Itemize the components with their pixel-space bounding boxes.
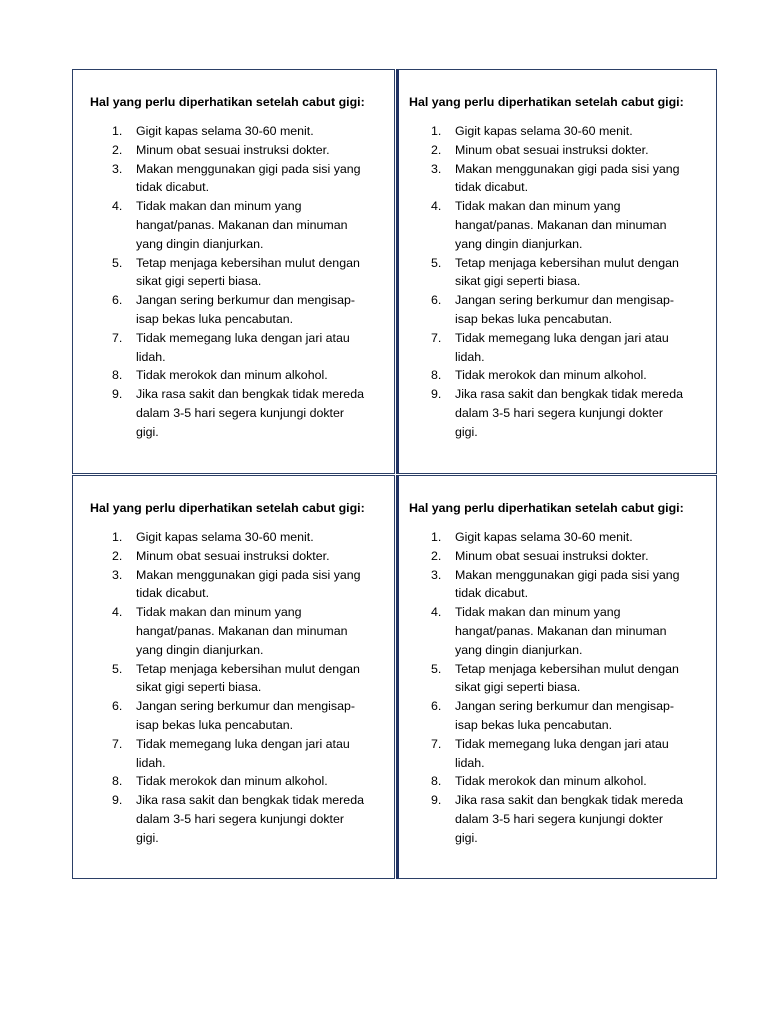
instruction-list: [409, 122, 689, 442]
list-item: [90, 385, 370, 441]
list-item: [409, 122, 689, 141]
list-text: Jika rasa sakit dan bengkak tidak mereda dalam 3-5 hari segera kunjungi dokter gigi.: [136, 387, 364, 439]
card-title: Hal yang perlu diperhatikan setelah cabut gigi:: [90, 95, 365, 109]
list-number: 4.: [431, 199, 442, 214]
list-text: Makan menggunakan gigi pada sisi yang tidak dicabut.: [136, 567, 361, 601]
list-text: Minum obat sesuai instruksi dokter.: [455, 142, 649, 157]
list-number: 8.: [112, 368, 123, 383]
instruction-list: [409, 528, 689, 848]
list-text: Tidak merokok dan minum alkohol.: [455, 774, 647, 789]
list-item: [409, 197, 689, 253]
list-number: 8.: [431, 774, 442, 789]
list-number: 6.: [112, 293, 123, 308]
list-number: 8.: [112, 774, 123, 789]
list-item: [90, 197, 370, 253]
list-text: Tetap menjaga kebersihan mulut dengan sikat gigi seperti biasa.: [136, 661, 360, 695]
list-number: 2.: [112, 548, 123, 563]
card-title: Hal yang perlu diperhatikan setelah cabut gigi:: [409, 95, 684, 109]
list-item: [409, 791, 689, 847]
list-text: Tetap menjaga kebersihan mulut dengan sikat gigi seperti biasa.: [136, 255, 360, 289]
list-number: 5.: [431, 255, 442, 270]
list-text: Tetap menjaga kebersihan mulut dengan sikat gigi seperti biasa.: [455, 255, 679, 289]
list-text: Tidak merokok dan minum alkohol.: [455, 368, 647, 383]
list-number: 4.: [112, 199, 123, 214]
list-text: Minum obat sesuai instruksi dokter.: [136, 548, 330, 563]
list-number: 6.: [431, 699, 442, 714]
list-text: Gigit kapas selama 30-60 menit.: [136, 530, 314, 544]
list-text: Tetap menjaga kebersihan mulut dengan sikat gigi seperti biasa.: [455, 661, 679, 695]
list-text: Tidak makan dan minum yang hangat/panas. Makanan dan minuman yang dingin dianjurkan.: [455, 199, 667, 251]
card-title: Hal yang perlu diperhatikan setelah cabut gigi:: [409, 501, 684, 515]
list-item: [90, 547, 370, 566]
list-number: 2.: [431, 142, 442, 157]
list-number: 1.: [431, 124, 442, 138]
instruction-list: [90, 528, 370, 848]
list-item: [409, 735, 689, 773]
list-text: Tidak memegang luka dengan jari atau lidah.: [455, 736, 669, 770]
instruction-card-bottom-right: [396, 475, 717, 879]
list-item: [409, 547, 689, 566]
list-text: Tidak makan dan minum yang hangat/panas. Makanan dan minuman yang dingin dianjurkan.: [455, 605, 667, 657]
list-number: 4.: [431, 605, 442, 620]
list-text: Minum obat sesuai instruksi dokter.: [136, 142, 330, 157]
list-number: 3.: [112, 567, 123, 582]
list-text: Jika rasa sakit dan bengkak tidak mereda dalam 3-5 hari segera kunjungi dokter gigi.: [455, 793, 683, 845]
list-item: [90, 366, 370, 385]
list-number: 7.: [112, 330, 123, 345]
list-item: [90, 122, 370, 141]
list-text: Jangan sering berkumur dan mengisap-isap bekas luka pencabutan.: [455, 699, 675, 732]
list-number: 1.: [431, 530, 442, 544]
list-number: 5.: [431, 661, 442, 676]
list-number: 7.: [112, 736, 123, 751]
list-number: 6.: [431, 293, 442, 308]
list-text: Gigit kapas selama 30-60 menit.: [136, 124, 314, 138]
list-item: [90, 141, 370, 160]
list-item: [409, 160, 689, 198]
list-text: Makan menggunakan gigi pada sisi yang tidak dicabut.: [455, 161, 680, 195]
list-item: [90, 772, 370, 791]
list-item: [409, 528, 689, 547]
instruction-card-top-right: [396, 69, 717, 474]
list-item: [90, 160, 370, 198]
card-title: Hal yang perlu diperhatikan setelah cabut gigi:: [90, 501, 365, 515]
instruction-list: [90, 122, 370, 442]
list-number: 3.: [112, 161, 123, 176]
list-number: 1.: [112, 530, 123, 544]
list-text: Gigit kapas selama 30-60 menit.: [455, 530, 633, 544]
list-number: 7.: [431, 736, 442, 751]
list-item: [90, 329, 370, 367]
list-text: Jika rasa sakit dan bengkak tidak mereda dalam 3-5 hari segera kunjungi dokter gigi.: [455, 387, 683, 439]
list-item: [90, 697, 370, 735]
list-number: 9.: [431, 387, 442, 402]
list-number: 6.: [112, 699, 123, 714]
list-item: [409, 603, 689, 659]
list-text: Jika rasa sakit dan bengkak tidak mereda dalam 3-5 hari segera kunjungi dokter gigi.: [136, 793, 364, 845]
list-item: [409, 329, 689, 367]
list-item: [90, 603, 370, 659]
list-number: 9.: [112, 387, 123, 402]
list-item: [409, 660, 689, 698]
list-number: 4.: [112, 605, 123, 620]
list-number: 8.: [431, 368, 442, 383]
list-item: [409, 697, 689, 735]
list-text: Gigit kapas selama 30-60 menit.: [455, 124, 633, 138]
list-number: 3.: [431, 567, 442, 582]
list-number: 3.: [431, 161, 442, 176]
list-item: [409, 772, 689, 791]
list-number: 7.: [431, 330, 442, 345]
list-number: 5.: [112, 255, 123, 270]
list-item: [409, 566, 689, 604]
list-text: Jangan sering berkumur dan mengisap-isap bekas luka pencabutan.: [455, 293, 675, 326]
list-item: [409, 254, 689, 292]
list-item: [409, 385, 689, 441]
list-text: Tidak memegang luka dengan jari atau lidah.: [455, 330, 669, 364]
list-text: Jangan sering berkumur dan mengisap-isap bekas luka pencabutan.: [136, 699, 356, 732]
list-text: Makan menggunakan gigi pada sisi yang tidak dicabut.: [455, 567, 680, 601]
list-item: [90, 660, 370, 698]
list-text: Tidak memegang luka dengan jari atau lidah.: [136, 736, 350, 770]
list-item: [90, 566, 370, 604]
list-item: [90, 735, 370, 773]
list-number: 5.: [112, 661, 123, 676]
list-text: Makan menggunakan gigi pada sisi yang tidak dicabut.: [136, 161, 361, 195]
list-number: 9.: [112, 793, 123, 808]
list-text: Minum obat sesuai instruksi dokter.: [455, 548, 649, 563]
list-item: [90, 791, 370, 847]
instruction-card-bottom-left: [72, 475, 395, 879]
list-number: 2.: [112, 142, 123, 157]
list-item: [409, 141, 689, 160]
list-item: [409, 366, 689, 385]
list-number: 9.: [431, 793, 442, 808]
list-number: 1.: [112, 124, 123, 138]
list-item: [90, 528, 370, 547]
list-text: Tidak makan dan minum yang hangat/panas. Makanan dan minuman yang dingin dianjurkan.: [136, 199, 348, 251]
list-text: Tidak merokok dan minum alkohol.: [136, 368, 328, 383]
list-item: [90, 254, 370, 292]
list-text: Tidak makan dan minum yang hangat/panas. Makanan dan minuman yang dingin dianjurkan.: [136, 605, 348, 657]
instruction-card-top-left: [72, 69, 395, 474]
list-number: 2.: [431, 548, 442, 563]
list-text: Jangan sering berkumur dan mengisap-isap bekas luka pencabutan.: [136, 293, 356, 326]
list-item: [90, 291, 370, 329]
list-text: Tidak merokok dan minum alkohol.: [136, 774, 328, 789]
list-text: Tidak memegang luka dengan jari atau lidah.: [136, 330, 350, 364]
list-item: [409, 291, 689, 329]
